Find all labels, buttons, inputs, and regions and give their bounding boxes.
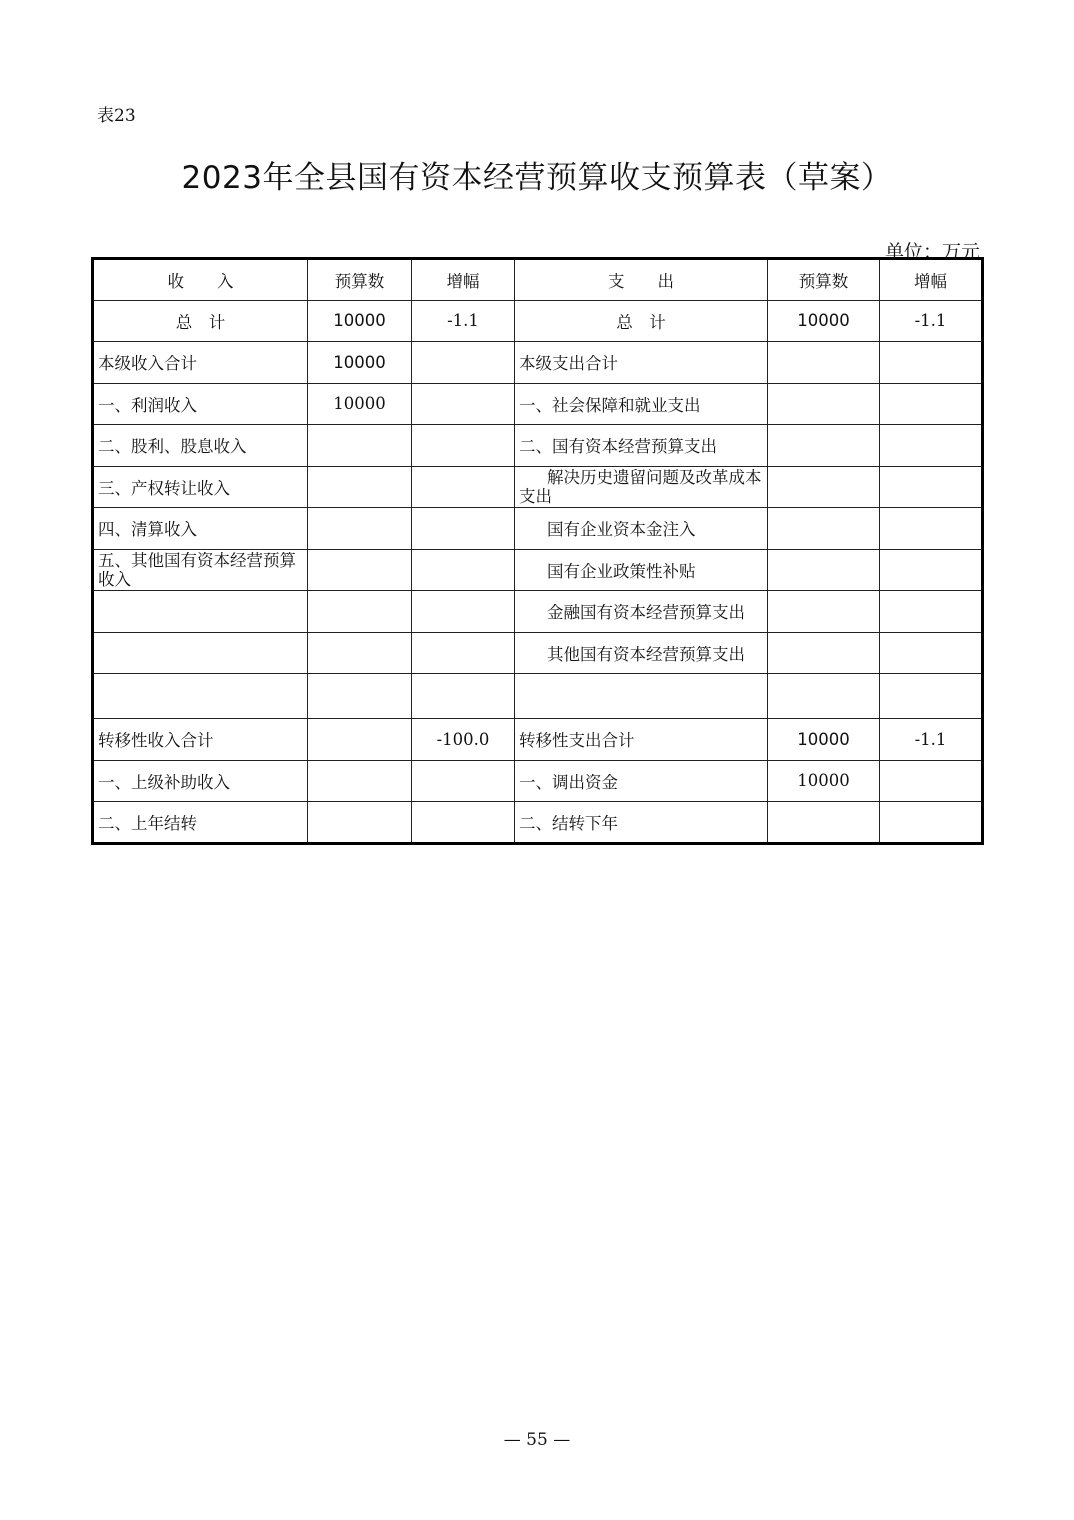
cell-income: 一、上级补助收入 bbox=[93, 760, 308, 802]
cell-expense-growth bbox=[880, 342, 983, 384]
cell-expense-growth: -1.1 bbox=[880, 719, 983, 761]
table-row bbox=[93, 632, 983, 674]
cell-expense-budget bbox=[768, 425, 880, 467]
table-header-row bbox=[93, 259, 983, 301]
cell-income: 二、上年结转 bbox=[93, 802, 308, 844]
cell-expense-growth bbox=[880, 760, 983, 802]
table-row bbox=[93, 508, 983, 550]
cell-income: 一、利润收入 bbox=[93, 383, 308, 425]
cell-expense-growth bbox=[880, 466, 983, 508]
cell-expense: 本级支出合计 bbox=[515, 342, 768, 384]
cell-income-growth bbox=[412, 591, 515, 633]
cell-expense-budget bbox=[768, 674, 880, 719]
cell-expense: 二、结转下年 bbox=[515, 802, 768, 844]
table-row-total bbox=[93, 300, 983, 342]
cell-expense-budget: 10000 bbox=[768, 760, 880, 802]
cell-income-budget: 10000 bbox=[308, 300, 412, 342]
cell-income-growth bbox=[412, 466, 515, 508]
cell-expense-growth: -1.1 bbox=[880, 300, 983, 342]
cell-expense: 解决历史遗留问题及改革成本支出 bbox=[515, 466, 768, 508]
cell-income-budget bbox=[308, 760, 412, 802]
cell-income-growth bbox=[412, 632, 515, 674]
cell-income-growth bbox=[412, 760, 515, 802]
cell-income-growth bbox=[412, 383, 515, 425]
cell-income: 本级收入合计 bbox=[93, 342, 308, 384]
cell-income-growth bbox=[412, 342, 515, 384]
cell-expense-budget: 10000 bbox=[768, 300, 880, 342]
cell-income-growth bbox=[412, 802, 515, 844]
table-row bbox=[93, 342, 983, 384]
cell-income bbox=[93, 674, 308, 719]
cell-income-growth: -1.1 bbox=[412, 300, 515, 342]
cell-income-growth bbox=[412, 549, 515, 591]
cell-expense-growth bbox=[880, 591, 983, 633]
cell-income-budget bbox=[308, 591, 412, 633]
cell-expense: 其他国有资本经营预算支出 bbox=[515, 632, 768, 674]
table-row bbox=[93, 425, 983, 467]
cell-expense-budget bbox=[768, 466, 880, 508]
budget-table bbox=[91, 257, 984, 845]
table-row bbox=[93, 674, 983, 719]
col-header-expense: 支 出 bbox=[515, 259, 768, 301]
cell-income-growth bbox=[412, 425, 515, 467]
cell-expense-growth bbox=[880, 549, 983, 591]
table-row bbox=[93, 466, 983, 508]
cell-expense-budget bbox=[768, 508, 880, 550]
table-row bbox=[93, 549, 983, 591]
cell-expense-growth bbox=[880, 508, 983, 550]
cell-income-budget bbox=[308, 719, 412, 761]
cell-expense-budget bbox=[768, 802, 880, 844]
cell-expense-budget: 10000 bbox=[768, 719, 880, 761]
cell-income-budget bbox=[308, 674, 412, 719]
cell-expense-growth bbox=[880, 425, 983, 467]
cell-expense-budget bbox=[768, 591, 880, 633]
cell-income-growth: -100.0 bbox=[412, 719, 515, 761]
table-row bbox=[93, 802, 983, 844]
cell-expense: 转移性支出合计 bbox=[515, 719, 768, 761]
cell-expense-budget bbox=[768, 549, 880, 591]
cell-expense: 金融国有资本经营预算支出 bbox=[515, 591, 768, 633]
cell-expense: 国有企业资本金注入 bbox=[515, 508, 768, 550]
cell-income bbox=[93, 632, 308, 674]
cell-expense: 一、调出资金 bbox=[515, 760, 768, 802]
cell-expense-budget bbox=[768, 342, 880, 384]
cell-income: 三、产权转让收入 bbox=[93, 466, 308, 508]
cell-expense: 二、国有资本经营预算支出 bbox=[515, 425, 768, 467]
col-header-expense-growth: 增幅 bbox=[880, 259, 983, 301]
cell-income: 转移性收入合计 bbox=[93, 719, 308, 761]
cell-income: 总 计 bbox=[93, 300, 308, 342]
cell-expense-budget bbox=[768, 632, 880, 674]
cell-income-budget bbox=[308, 466, 412, 508]
cell-income: 五、其他国有资本经营预算收入 bbox=[93, 549, 308, 591]
table-row bbox=[93, 591, 983, 633]
cell-income-budget: 10000 bbox=[308, 383, 412, 425]
cell-expense-growth bbox=[880, 632, 983, 674]
cell-income-budget: 10000 bbox=[308, 342, 412, 384]
cell-expense: 国有企业政策性补贴 bbox=[515, 549, 768, 591]
table-row bbox=[93, 383, 983, 425]
cell-expense-growth bbox=[880, 383, 983, 425]
cell-income-growth bbox=[412, 674, 515, 719]
cell-income-budget bbox=[308, 802, 412, 844]
cell-expense: 一、社会保障和就业支出 bbox=[515, 383, 768, 425]
cell-income-growth bbox=[412, 508, 515, 550]
cell-expense: 总 计 bbox=[515, 300, 768, 342]
cell-expense-growth bbox=[880, 802, 983, 844]
col-header-expense-budget: 预算数 bbox=[768, 259, 880, 301]
col-header-income: 收 入 bbox=[93, 259, 308, 301]
col-header-income-growth: 增幅 bbox=[412, 259, 515, 301]
cell-expense-growth bbox=[880, 674, 983, 719]
page-title: 2023年全县国有资本经营预算收支预算表（草案） bbox=[181, 160, 893, 196]
cell-expense bbox=[515, 674, 768, 719]
table-row bbox=[93, 760, 983, 802]
cell-income-budget bbox=[308, 508, 412, 550]
cell-income: 四、清算收入 bbox=[93, 508, 308, 550]
cell-expense-budget bbox=[768, 383, 880, 425]
page-number: — 55 — bbox=[503, 1430, 571, 1450]
cell-income-budget bbox=[308, 549, 412, 591]
cell-income-budget bbox=[308, 632, 412, 674]
table-row bbox=[93, 719, 983, 761]
cell-income-budget bbox=[308, 425, 412, 467]
cell-income bbox=[93, 591, 308, 633]
table-number: 表23 bbox=[97, 106, 136, 126]
cell-income: 二、股利、股息收入 bbox=[93, 425, 308, 467]
col-header-income-budget: 预算数 bbox=[308, 259, 412, 301]
unit-label: 单位：万元 bbox=[884, 241, 980, 263]
